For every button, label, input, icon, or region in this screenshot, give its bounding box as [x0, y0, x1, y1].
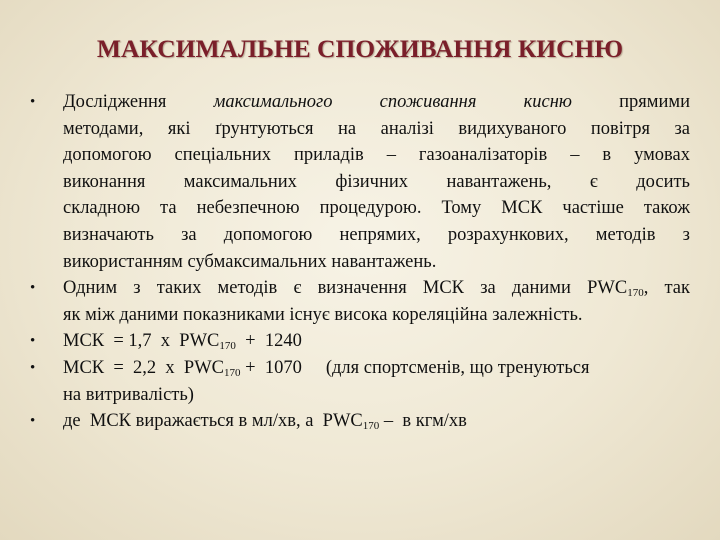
text-line: на витривалість) — [63, 384, 194, 405]
bullet-icon: • — [30, 94, 36, 110]
list-item — [30, 328, 690, 355]
bullet-icon: • — [30, 333, 36, 350]
formula-text: + 1240 — [235, 331, 302, 352]
bullet-icon: • — [30, 280, 36, 297]
list-item — [30, 89, 690, 275]
text-span: , так — [643, 278, 690, 299]
subscript: 170 — [219, 340, 236, 353]
text-line: визначають за допомогою непрямих, розрахункових, методів з — [63, 224, 690, 245]
text-span: Дослідження — [63, 92, 214, 112]
text-line: допомогою спеціальних приладів – газоаналізаторів – в умовах — [63, 145, 690, 166]
formula-text: МСК = 2,2 х PWC — [63, 357, 225, 378]
text-span: прямими — [571, 92, 691, 112]
bullet-icon: • — [30, 359, 36, 376]
slide-title: МАКСИМАЛЬНЕ СПОЖИВАННЯ КИСНЮ — [96, 34, 624, 63]
list-item — [30, 275, 690, 328]
italic-term: максимального споживання кисню — [213, 92, 572, 112]
text-line: виконання максимальних фізичних навантажень, є досить — [63, 171, 690, 192]
formula-note: (для спортсменів, що тренуються — [325, 357, 590, 378]
text-line: використанням субмаксимальних навантажень. — [63, 251, 437, 272]
text-line — [63, 408, 690, 435]
text-line: як між даними показниками існує висока кореляційна залежність. — [63, 304, 583, 325]
text-line: методами, які ґрунтуються на аналізі видихуваного повітря за — [63, 118, 690, 139]
bullet-icon: • — [30, 413, 36, 430]
formula-line — [63, 355, 690, 382]
list-item — [30, 408, 690, 435]
text-line — [63, 275, 690, 302]
text-span: де МСК виражається в мл/хв, а PWC — [63, 411, 363, 432]
formula-text: + 1070 — [240, 357, 302, 378]
text-span: – в кгм/хв — [379, 411, 467, 432]
text-span: Одним з таких методів є визначення МСК за даними PWC — [63, 278, 628, 299]
list-item — [30, 355, 690, 408]
subscript: 170 — [224, 366, 241, 379]
text-line — [63, 89, 690, 116]
subscript: 170 — [627, 287, 644, 300]
text-line: складною та небезпечною процедурою. Тому МСК частіше також — [63, 198, 690, 219]
subscript: 170 — [362, 420, 380, 433]
bullet-list — [30, 89, 690, 435]
formula-line — [63, 328, 690, 355]
formula-text: МСК = 1,7 х PWC — [63, 331, 220, 352]
